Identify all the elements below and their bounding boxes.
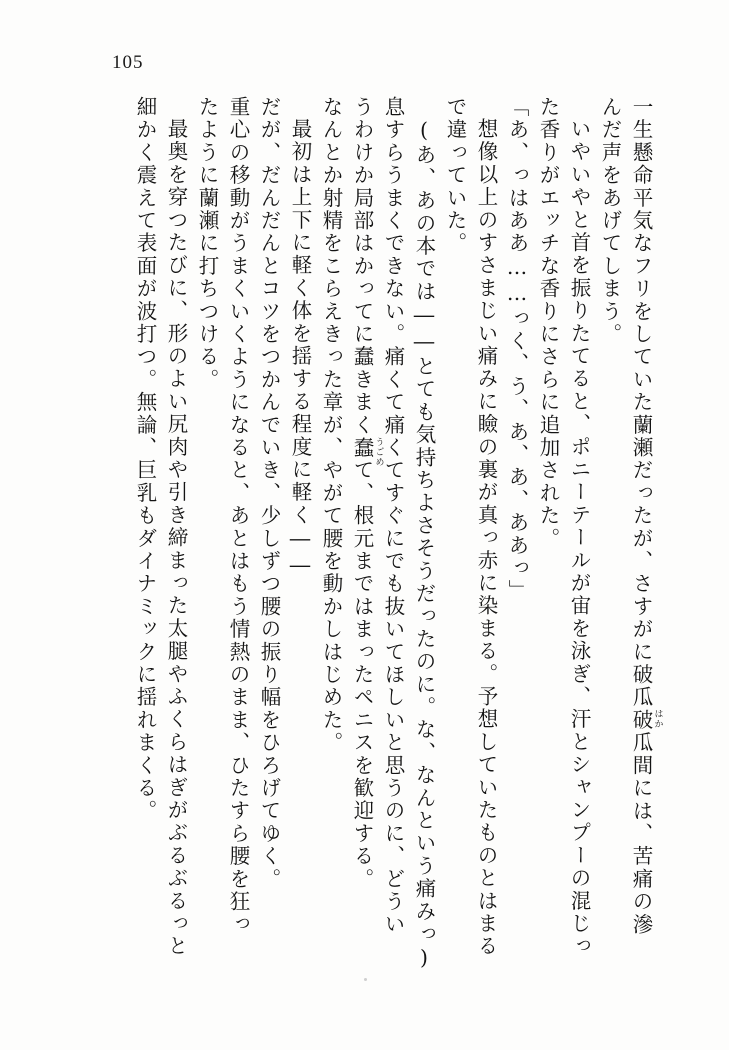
ruby-base: 破瓜 はか [629, 708, 663, 755]
text-column: 一生懸命平気なフリをしていた蘭瀬だったが、さすがに破瓜破瓜 はか 間には、苦痛の滲 [629, 96, 663, 936]
ruby-furigana: はか [652, 708, 663, 729]
text-column: 想像以上のすさまじい痛みに瞼の裏が真っ赤に染まる。予想していたものとはまる [474, 118, 498, 958]
text-column: いやいやと首を振りたてると、ポニーテールが宙を泳ぎ、汗とシャンプーの混じっ [567, 118, 591, 958]
text-column: だが、だんだんとコツをつかんでいき、少しずつ腰の振り幅をひろげてゆく。 [257, 96, 281, 891]
text-column: 最奥を穿つたびに、形のよい尻肉や引き締まった太腿やふくらはぎがぶるぶるっと [164, 118, 188, 958]
text-column: 細かく震えて表面が波打つ。無論、巨乳もダイナミックに揺れまくる。 [133, 96, 157, 823]
text-column: 重心の移動がうまくいくようになると、あとはもう情熱のまま、ひたすら腰を狂っ [226, 96, 250, 936]
text-column: 息すらうまくできない。痛くて痛くてすぐにでも抜いてほしいと思うのに、どうい [381, 96, 405, 936]
text-column: なんとか射精をこらえきった章が、やがて腰を動かしはじめた。 [319, 96, 343, 755]
ruby-base: 蠢 うごめ [350, 436, 384, 467]
text-column: た香りがエッチな香りにさらに追加された。 [536, 96, 560, 550]
text-column: 最初は上下に軽く体を揺する程度に軽く―― [288, 118, 312, 579]
vertical-text-body [84, 96, 663, 972]
text-column: (あ、あの本では――とても気持ちよさそうだったのに。な、なんという痛みっ) [412, 118, 436, 972]
text-column: うわけか局部はかってに蠢きまく蠢 うごめ て、根元まではまったペニスを歓迎する。 [350, 96, 384, 891]
text-column: 「あ、っはああ……っく、う、あ、あ、ああっ」 [505, 96, 529, 603]
page-number: 105 [112, 52, 144, 73]
text-column: んだ声をあげてしまう。 [598, 96, 622, 346]
ruby-furigana: うごめ [373, 436, 384, 467]
text-column: たように蘭瀬に打ちつける。 [195, 96, 219, 392]
text-column: で違っていた。 [443, 96, 467, 255]
decorative-dot [364, 978, 367, 981]
